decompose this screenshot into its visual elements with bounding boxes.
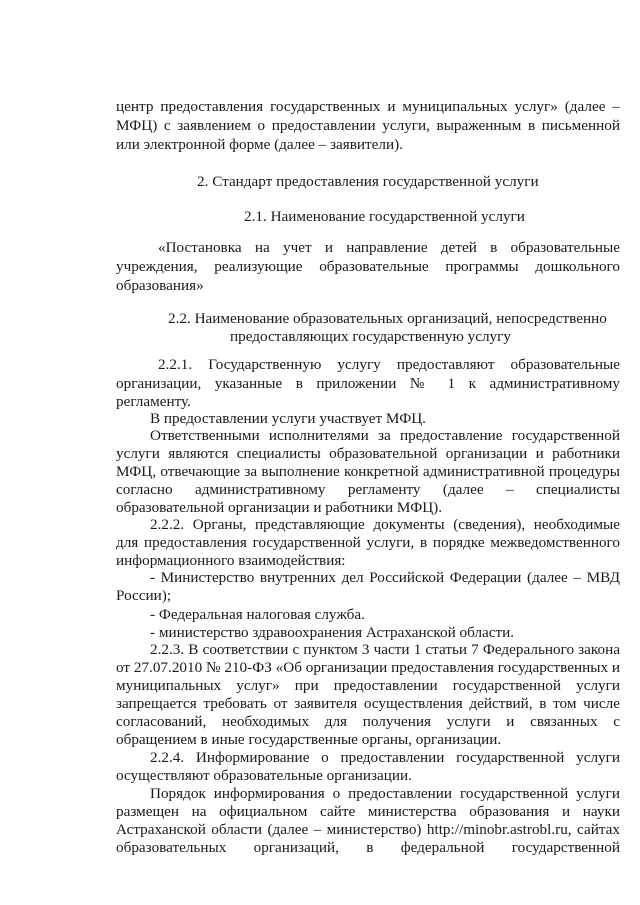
list-item-fns: - Федеральная налоговая служба. [150, 606, 365, 623]
p-2-2-1-line-2: организации, указанные в приложении № 1 к административному [116, 375, 620, 392]
p-2-2-3-line-4: запрещается требовать от заявителя осуществления действий, в том числе [116, 695, 620, 712]
p-2-2-3-line-2: от 27.07.2010 № 210-ФЗ «Об организации предоставления государственных и [116, 659, 620, 676]
p-2-2-2-line-1: 2.2.2. Органы, представляющие документы (сведения), необходимые [150, 516, 620, 533]
service-name-line-1: «Постановка на учет и направление детей в образовательные [158, 239, 620, 256]
p-2-2-1-line-3: регламенту. [116, 393, 191, 410]
list-item-health: - министерство здравоохранения Астраханской области. [150, 624, 515, 641]
p-order-line-3: Астраханской области (далее – министерство) http://minobr.astrobl.ru, сайтах [116, 821, 620, 838]
section-2-2-title-line-2: предоставляющих государственную услугу [230, 328, 511, 345]
intro-line-2: МФЦ) с заявлением о предоставлении услуги, выраженным в письменной [116, 117, 620, 134]
p-2-2-1-line-1: 2.2.1. Государственную услугу предоставляют образовательные [158, 356, 620, 373]
intro-line-3: или электронной форме (далее – заявители). [116, 136, 403, 153]
intro-line-1: центр предоставления государственных и муниципальных услуг» (далее – [116, 98, 620, 115]
service-name-line-2: учреждения, реализующие образовательные программы дошкольного [116, 258, 620, 275]
p-responsible-line-4: согласно административному регламенту (далее – специалисты [116, 481, 620, 498]
p-responsible-line-3: МФЦ, отвечающие за выполнение конкретной административной процедуры [116, 463, 620, 480]
p-2-2-4-line-2: осуществляют образовательные организации. [116, 767, 412, 784]
section-2-title: 2. Стандарт предоставления государственной услуги [197, 173, 539, 190]
p-responsible-line-5: образовательной организации и работники МФЦ). [116, 499, 443, 516]
p-2-2-2-line-2: для предоставления государственной услуги, в порядке межведомственного [116, 534, 620, 551]
p-2-2-3-line-1: 2.2.3. В соответствии с пунктом 3 части 1 статьи 7 Федерального закона [150, 641, 620, 658]
p-responsible-line-2: услуги являются специалисты образовательной организации и работники [116, 445, 620, 462]
p-mfc: В предоставлении услуги участвует МФЦ. [150, 410, 426, 427]
p-order-line-2: размещен на официальном сайте министерства образования и науки [116, 803, 620, 820]
p-order-line-1: Порядок информирования о предоставлении государственной услуги [150, 785, 620, 802]
list-item-mvd-line-2: России); [116, 587, 172, 604]
list-item-mvd-line-1: - Министерство внутренних дел Российской Федерации (далее – МВД [150, 569, 620, 586]
p-2-2-3-line-5: согласований, необходимых для получения услуги и связанных с [116, 713, 620, 730]
p-2-2-3-line-3: муниципальных услуг» при предоставлении государственной услуги [116, 677, 620, 694]
p-responsible-line-1: Ответственными исполнителями за предоставление государственной [150, 427, 620, 444]
section-2-2-title-line-1: 2.2. Наименование образовательных организаций, непосредственно [168, 310, 607, 327]
p-2-2-2-line-3: информационного взаимодействия: [116, 552, 346, 569]
p-2-2-4-line-1: 2.2.4. Информирование о предоставлении государственной услуги [150, 749, 620, 766]
p-order-line-4: образовательных организаций, в федеральной государственной [116, 839, 620, 856]
p-2-2-3-line-6: обращением в иные государственные органы, организации. [116, 731, 502, 748]
service-name-line-3: образования» [116, 277, 204, 294]
section-2-1-title: 2.1. Наименование государственной услуги [244, 208, 525, 225]
